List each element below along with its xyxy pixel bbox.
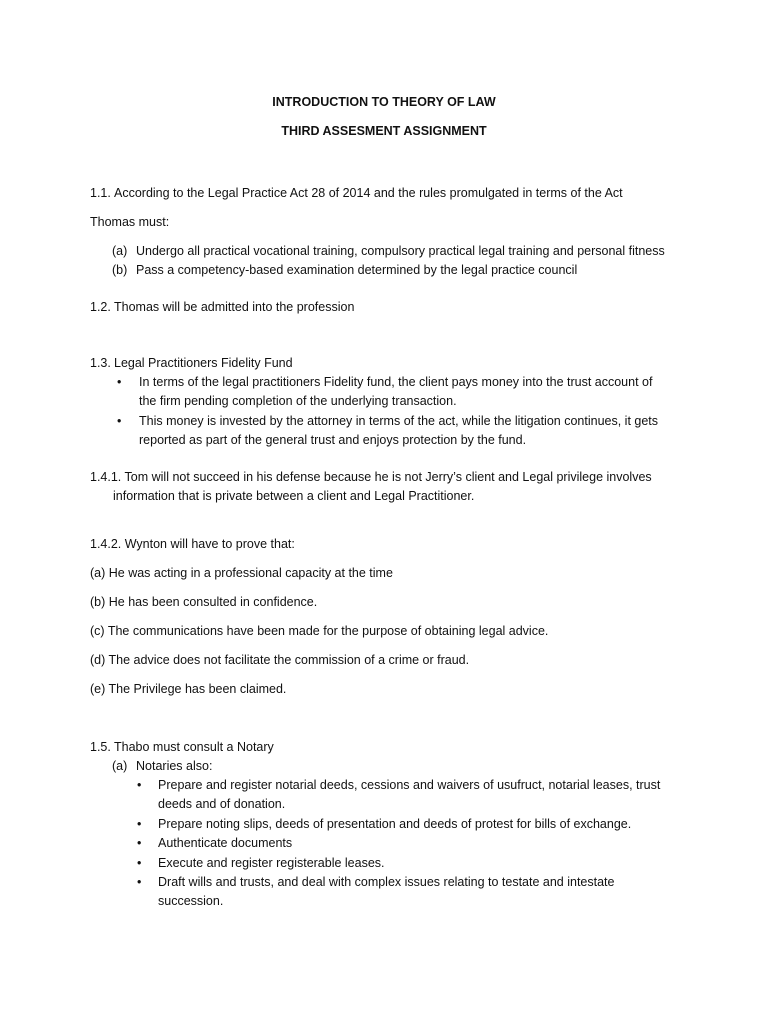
- q1-4-2-item-e: (e) The Privilege has been claimed.: [90, 682, 287, 696]
- q1-5-bullet-3-line-1: Authenticate documents: [158, 836, 293, 850]
- q1-4-2-lead: 1.4.2. Wynton will have to prove that:: [90, 537, 295, 551]
- q1-5-bullet-5-line-1: Draft wills and trusts, and deal with complex issues relating to testate and intestate: [158, 875, 615, 889]
- q1-4-2-item-c: (c) The communications have been made for the purpose of obtaining legal advice.: [90, 624, 549, 638]
- q1-1-item-a-text: Undergo all practical vocational training, compulsory practical legal training and personal fitness: [136, 244, 665, 258]
- q1-2-text: Thomas will be admitted into the profession: [114, 300, 355, 314]
- q1-5-sub-marker: (a): [112, 759, 128, 773]
- q1-3-bullet-1-line-2: the firm pending completion of the underlying transaction.: [139, 394, 457, 408]
- q1-3-bullet-2-line-1: This money is invested by the attorney in terms of the act, while the litigation continues, it gets: [139, 414, 659, 428]
- q1-3-text: Legal Practitioners Fidelity Fund: [114, 356, 293, 370]
- q1-4-2-item-d: (d) The advice does not facilitate the commission of a crime or fraud.: [90, 653, 470, 667]
- bullet-icon: •: [137, 875, 142, 889]
- q1-4-1-line-2: information that is private between a client and Legal Practitioner.: [113, 489, 475, 503]
- q1-3-bullet-2-line-2: reported as part of the general trust and enjoys protection by the fund.: [139, 433, 527, 447]
- q1-5-bullet-1-line-2: deeds and of donation.: [158, 797, 286, 811]
- q1-5-text: Thabo must consult a Notary: [114, 740, 274, 754]
- q1-3-number: 1.3.: [90, 356, 111, 370]
- bullet-icon: •: [117, 375, 122, 389]
- document-subtitle: THIRD ASSESMENT ASSIGNMENT: [281, 124, 487, 138]
- q1-4-1-line-1: 1.4.1. Tom will not succeed in his defense because he is not Jerry’s client and Legal privilege involves: [90, 470, 652, 484]
- bullet-icon: •: [137, 856, 142, 870]
- q1-5-bullet-5-line-2: succession.: [158, 894, 224, 908]
- q1-5-sub-text: Notaries also:: [136, 759, 213, 773]
- q1-4-2-item-a: (a) He was acting in a professional capacity at the time: [90, 566, 393, 580]
- q1-1-lead: Thomas must:: [90, 215, 170, 229]
- q1-4-2-item-b: (b) He has been consulted in confidence.: [90, 595, 318, 609]
- q1-1-number: 1.1.: [90, 186, 111, 200]
- bullet-icon: •: [137, 778, 142, 792]
- q1-5-bullet-4-line-1: Execute and register registerable leases.: [158, 856, 385, 870]
- q1-1-item-a-marker: (a): [112, 244, 128, 258]
- q1-2-number: 1.2.: [90, 300, 111, 314]
- q1-5-bullet-1-line-1: Prepare and register notarial deeds, cessions and waivers of usufruct, notarial leases, trust: [158, 778, 661, 792]
- document-title: INTRODUCTION TO THEORY OF LAW: [272, 95, 496, 109]
- bullet-icon: •: [137, 817, 142, 831]
- q1-1-text: According to the Legal Practice Act 28 of 2014 and the rules promulgated in terms of the Act: [114, 186, 623, 200]
- q1-5-number: 1.5.: [90, 740, 111, 754]
- q1-1-item-b-marker: (b): [112, 263, 128, 277]
- q1-1-item-b-text: Pass a competency-based examination determined by the legal practice council: [136, 263, 578, 277]
- bullet-icon: •: [117, 414, 122, 428]
- bullet-icon: •: [137, 836, 142, 850]
- q1-5-bullet-2-line-1: Prepare noting slips, deeds of presentation and deeds of protest for bills of exchange.: [158, 817, 632, 831]
- q1-3-bullet-1-line-1: In terms of the legal practitioners Fidelity fund, the client pays money into the trust account of: [139, 375, 653, 389]
